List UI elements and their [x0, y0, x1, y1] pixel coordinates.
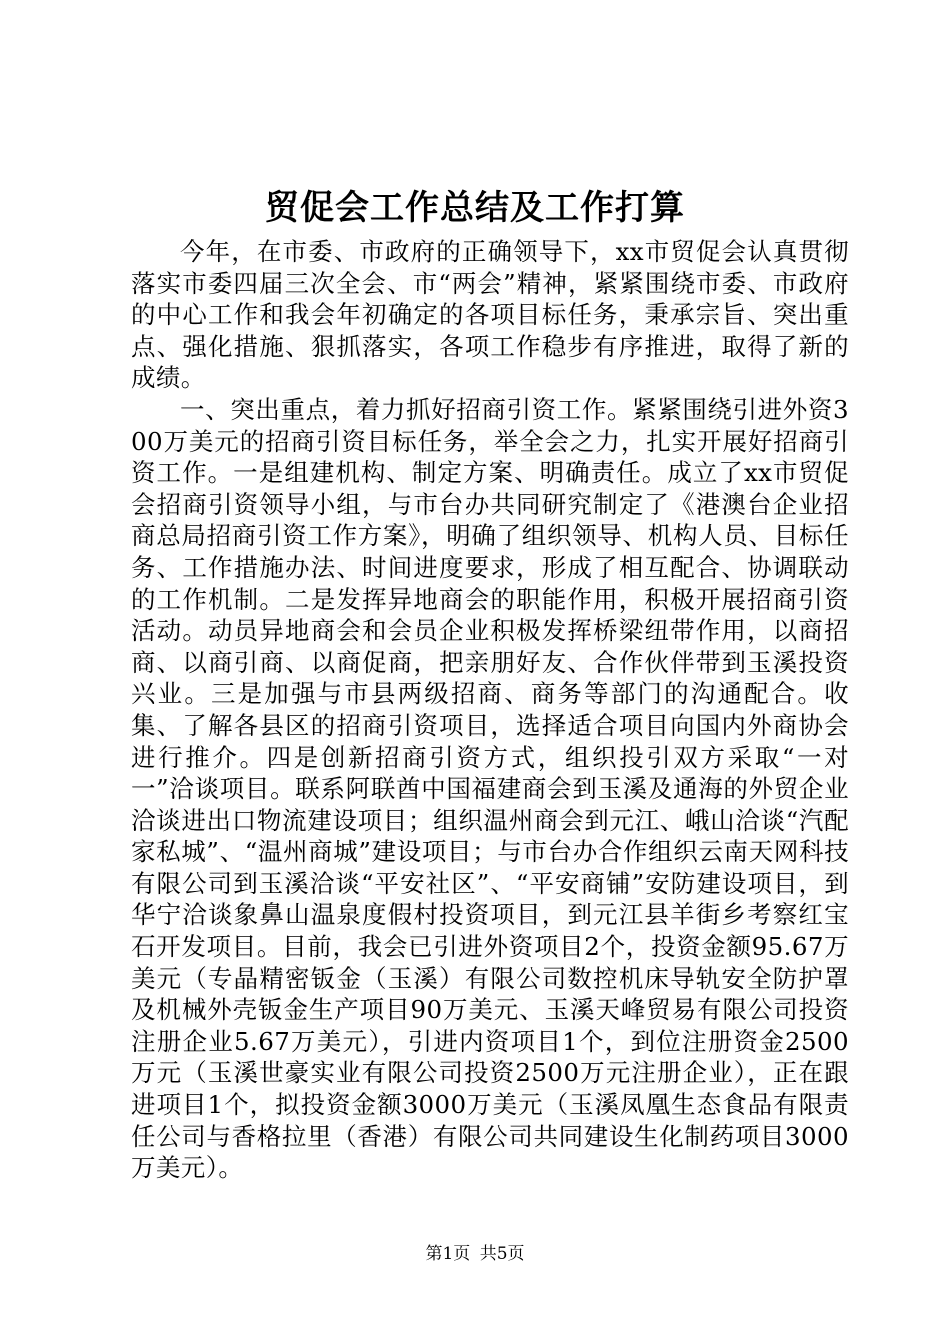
- page-footer: [0, 1242, 950, 1266]
- document-body: [131, 236, 849, 1184]
- page-total: 共5页: [479, 1244, 525, 1264]
- paragraph-intro: 今年，在市委、市政府的正确领导下，xx市贸促会认真贯彻落实市委四届三次全会、市“两会”精神，紧紧围绕市委、市政府的中心工作和我会年初确定的各项目标任务，秉承宗旨、突出重点、强化措施、狠抓落实，各项工作稳步有序推进，取得了新的成绩。: [131, 237, 849, 393]
- paragraph-investment: 一、突出重点，着力抓好招商引资工作。紧紧围绕引进外资300万美元的招商引资目标任务，举全会之力，扎实开展好招商引资工作。一是组建机构、制定方案、明确责任。成立了xx市贸促会招商引资领导小组，与市台办共同研究制定了《港澳台企业招商总局招商引资工作方案》，明确了组织领导、机构人员、目标任务、工作措施办法、时间进度要求，形成了相互配合、协调联动的工作机制。二是发挥异地商会的职能作用，积极开展招商引资活动。动员异地商会和会员企业积极发挥桥梁纽带作用，以商招商、以商引商、以商促商，把亲朋好友、合作伙伴带到玉溪投资兴业。三是加强与市县两级招商、商务等部门的沟通配合。收集、了解各县区的招商引资项目，选择适合项目向国内外商协会进行推介。四是创新招商引资方式，组织投引双方采取“一对一”洽谈项目。联系阿联酋中国福建商会到玉溪及通海的外贸企业洽谈进出口物流建设项目；组织温州商会到元江、峨山洽谈“汽配家私城”、“温州商城”建设项目；与市台办合作组织云南天网科技有限公司到玉溪洽谈“平安社区”、“平安商铺”安防建设项目，到华宁洽谈象鼻山温泉度假村投资项目，到元江县羊街乡考察红宝石开发项目。目前，我会已引进外资项目2个，投资金额95.67万美元（专晶精密钣金（玉溪）有限公司数控机床导轨安全防护罩及机械外壳钣金生产项目90万美元、玉溪天峰贸易有限公司投资注册企业5.67万美元），引进内资项目1个，到位注册资金2500万元（玉溪世豪实业有限公司投资2500万元注册企业），正在跟进项目1个，拟投资金额3000万美元（玉溪凤凰生态食品有限责任公司与香格拉里（香港）有限公司共同建设生化制药项目3000万美元）。: [131, 394, 849, 1183]
- page-number: 第1页: [425, 1244, 471, 1264]
- document-title: 贸促会工作总结及工作打算: [265, 188, 685, 228]
